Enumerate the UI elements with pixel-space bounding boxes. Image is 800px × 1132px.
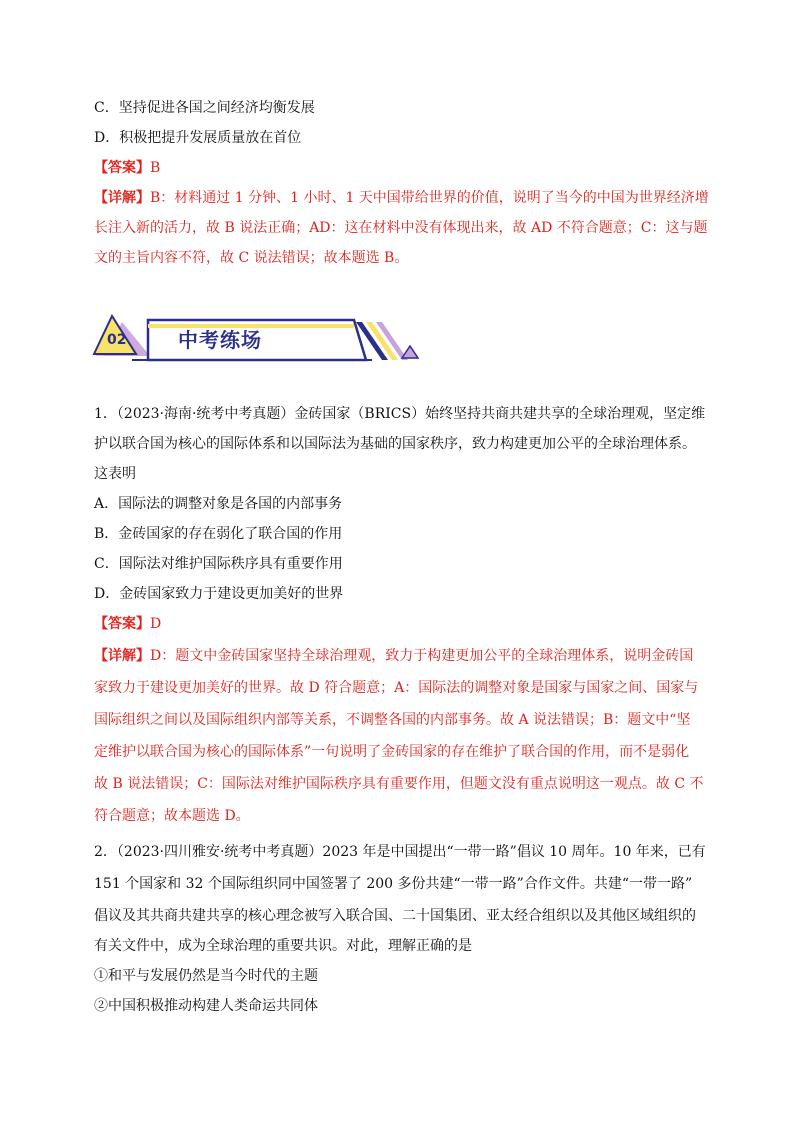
q1-answer-value: D — [150, 616, 162, 632]
q2-line-4: 有关文件中，成为全球治理的重要共识。对此，理解正确的是 — [94, 938, 472, 954]
q1-detail-text: D：题文中金砖国家坚持全球治理观，致力于构建更加公平的全球治理体系，说明金砖国 — [150, 648, 694, 664]
answer-tag: 【答案】 — [94, 160, 150, 176]
answer-line — [94, 158, 160, 178]
detail-line-3: 文的主旨内容不符，故 C 说法错误；故本题选 B。 — [94, 250, 409, 266]
detail-tag: 【详解】 — [94, 190, 150, 206]
q1-option-c: C．国际法对维护国际秩序具有重要作用 — [94, 556, 343, 572]
q1-option-b: B．金砖国家的存在弱化了联合国的作用 — [94, 526, 343, 542]
banner-small-triangle — [402, 346, 418, 358]
q1-detail-line-4: 定维护以联合国为核心的国际体系”一句说明了金砖国家的存在维护了联合国的作用，而不是弱化 — [94, 744, 690, 760]
q1-detail-line-1 — [94, 646, 693, 666]
q1-detail-line-2: 家致力于建设更加美好的世界。故 D 符合题意；A：国际法的调整对象是国家与国家之间、国家与 — [94, 680, 699, 696]
q1-line-3: 这表明 — [94, 466, 136, 482]
section-number: 02 — [107, 332, 127, 348]
option-d: D．积极把提升发展质量放在首位 — [94, 130, 302, 146]
q2-item-2: ②中国积极推动构建人类命运共同体 — [94, 998, 318, 1014]
section-title: 中考练场 — [178, 328, 262, 352]
q2-line-3: 倡议及其共商共建共享的核心理念被写入联合国、二十国集团、亚太经合组织以及其他区域组织的 — [94, 908, 696, 924]
q2-item-1: ①和平与发展仍然是当今时代的主题 — [94, 968, 318, 984]
detail-line-1 — [94, 188, 709, 208]
q1-line-1: 1．（2023·海南·统考中考真题）金砖国家（BRICS）始终坚持共商共建共享的全球治理观，坚定维 — [94, 406, 706, 422]
q1-option-d: D．金砖国家致力于建设更加美好的世界 — [94, 586, 344, 602]
detail-line-2: 长注入新的活力，故 B 说法正确；AD：这在材料中没有体现出来，故 AD 不符合题意；C：这与题 — [94, 220, 708, 236]
q1-detail-line-3: 国际组织之间以及国际组织内部等关系，不调整各国的内部事务。故 A 说法错误；B：题文中“坚 — [94, 712, 691, 728]
q1-detail-tag: 【详解】 — [94, 648, 150, 664]
q1-line-2: 护以联合国为核心的国际体系和以国际法为基础的国家秩序，致力构建更加公平的全球治理体系。 — [94, 436, 696, 452]
detail-text: B：材料通过 1 分钟、1 小时、1 天中国带给世界的价值，说明了当今的中国为世界经济增 — [150, 190, 709, 206]
q1-option-a: A．国际法的调整对象是各国的内部事务 — [94, 496, 343, 512]
q1-detail-line-5: 故 B 说法错误；C：国际法对维护国际秩序具有重要作用，但题文没有重点说明这一观点。故 C 不 — [94, 776, 704, 792]
q1-detail-line-6: 符合题意；故本题选 D。 — [94, 808, 250, 824]
q1-answer-tag: 【答案】 — [94, 616, 150, 632]
q2-line-1: 2．（2023·四川雅安·统考中考真题）2023 年是中国提出“一带一路”倡议 10 周年。10 年来，已有 — [94, 844, 706, 860]
q1-answer-line — [94, 614, 161, 634]
answer-value: B — [150, 160, 161, 176]
option-c: C．坚持促进各国之间经济均衡发展 — [94, 100, 315, 116]
q2-line-2: 151 个国家和 32 个国际组织同中国签署了 200 多份共建“一带一路”合作文件。共建“一带一路” — [94, 876, 693, 892]
